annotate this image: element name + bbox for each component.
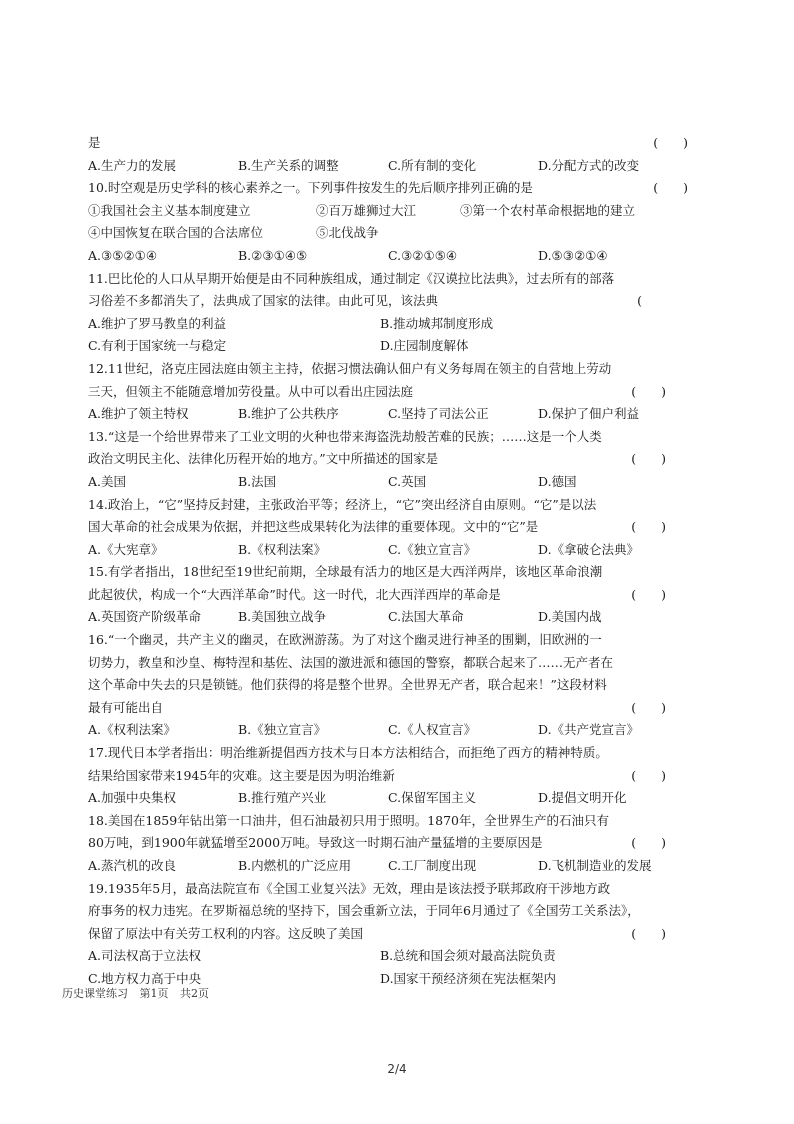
question-15-stem: 15.有学者指出，18世纪至19世纪前期，全球最有活力的地区是大西洋两岸，该地区革命浪潮	[88, 564, 603, 580]
question-15-options	[88, 606, 688, 629]
option-b: B.生产关系的调整	[238, 157, 339, 173]
question-18-options	[88, 855, 688, 878]
option-d: D.提倡文明开化	[538, 790, 627, 806]
option-a: A.生产力的发展	[88, 157, 177, 173]
option-b: B.《独立宣言》	[238, 722, 327, 738]
answer-bracket: ( )	[631, 519, 666, 535]
option-a: A.加强中央集权	[88, 790, 177, 806]
option-b: B.内燃机的广泛应用	[238, 858, 352, 873]
question-10-events-row1: ①我国社会主义基本制度建立 ②百万雄狮过大江 ③第一个农村革命根据地的建立	[88, 202, 636, 218]
question-19-stem: 19.1935年5月，最高法院宣布《全国工业复兴法》无效，理由是该法授予联邦政府干涉地方政	[88, 880, 611, 896]
option-d: D.保护了佃户利益	[538, 406, 640, 422]
option-c: C.有利于国家统一与稳定	[88, 338, 227, 354]
option-a: A.《大宪章》	[88, 541, 164, 557]
option-c: C.《独立宣言》	[388, 541, 477, 557]
question-9-tail	[88, 132, 688, 155]
option-d: D.《共产党宣言》	[538, 722, 640, 738]
question-11-stem-cont: 习俗差不多都消失了，法典成了国家的法律。由此可见，该法典 (	[88, 290, 688, 313]
question-13-stem-cont: 政治文明民主化、法律化历程开始的地方。”文中所描述的国家是 ( )	[88, 448, 688, 471]
answer-bracket: ( )	[653, 180, 688, 196]
option-a: A.维护了罗马教皇的利益	[88, 315, 227, 331]
question-17-stem: 17.现代日本学者指出：明治维新提倡西方技术与日本方法相结合，而拒绝了西方的精神特质。	[88, 745, 608, 761]
question-19-stem-cont: 保留了原法中有关劳工权利的内容。这反映了美国 ( )	[88, 923, 688, 946]
option-b: B.②③①④⑤	[238, 247, 308, 263]
question-18-stem: 18.美国在1859年钻出第一口油井，但石油最初只用于照明。1870年，全世界生产的石油只有	[88, 812, 610, 828]
question-16-stem-cont: 切势力，教皇和沙皇、梅特涅和基佐、法国的激进派和德国的警察，都联合起来了……无产者在	[88, 654, 614, 670]
question-14-options	[88, 539, 688, 562]
option-c: C.法国大革命	[388, 609, 464, 625]
option-d: D.飞机制造业的发展	[538, 858, 652, 873]
option-d: D.⑤③②①④	[538, 247, 608, 263]
option-a: A.③⑤②①④	[88, 247, 158, 263]
question-10-options	[88, 245, 688, 268]
option-a: A.《权利法案》	[88, 722, 177, 738]
answer-bracket: ( )	[631, 451, 666, 467]
question-13-stem: 13.“这是一个给世界带来了工业文明的火种也带来海盗洗劫般苦难的民族；……这是一个人类	[88, 428, 602, 444]
option-d: D.庄园制度解体	[380, 338, 469, 354]
question-list	[88, 132, 688, 991]
question-16-options	[88, 719, 688, 742]
question-10-events-row2: ④中国恢复在联合国的合法席位 ⑤北伐战争	[88, 225, 379, 241]
question-16-stem-cont: 最有可能出自 ( )	[88, 697, 688, 720]
question-15-stem-cont: 此起彼伏，构成一个“大西洋革命”时代。这一时代，北大西洋西岸的革命是 ( )	[88, 584, 688, 607]
question-19-options-row1	[88, 945, 688, 968]
question-16-stem-cont: 这个革命中失去的只是锁链。他们获得的将是整个世界。全世界无产者，联合起来！”这段材料	[88, 677, 607, 693]
answer-bracket: ( )	[631, 925, 666, 941]
question-14-stem: 14.政治上，“它”坚持反封建，主张政治平等；经济上，“它”突出经济自由原则。“它”是以法	[88, 496, 597, 512]
option-b: B.总统和国会须对最高法院负责	[380, 948, 556, 964]
question-12-stem: 12.11世纪，洛克庄园法庭由领主主持，依据习惯法确认佃户有义务每周在领主的自营地上劳动	[88, 360, 612, 376]
page-footer	[62, 985, 217, 1001]
answer-bracket: ( )	[631, 383, 666, 399]
answer-bracket: ( )	[631, 835, 666, 851]
option-a: A.蒸汽机的改良	[88, 858, 177, 873]
answer-bracket: ( )	[631, 767, 666, 783]
option-a: A.英国资产阶级革命	[88, 609, 202, 625]
answer-bracket: ( )	[653, 135, 688, 150]
answer-bracket: ( )	[631, 699, 666, 715]
option-c: C.保留军国主义	[388, 790, 477, 806]
option-a: A.司法权高于立法权	[88, 948, 202, 964]
question-19-stem-cont: 府事务的权力违宪。在罗斯福总统的坚持下，国会重新立法，于同年6月通过了《全国劳工关系法》，	[88, 903, 640, 919]
question-12-stem-cont: 三天，但领主不能随意增加劳役量。从中可以看出庄园法庭 ( )	[88, 381, 688, 404]
option-c: C.工厂制度出现	[388, 858, 477, 873]
option-b: B.法国	[238, 473, 277, 489]
answer-bracket: (	[637, 293, 642, 309]
option-c: C.③②①⑤④	[388, 247, 458, 263]
question-13-options	[88, 471, 688, 494]
question-18-stem-cont: 80万吨，到1900年就猛增至2000万吨。导致这一时期石油产量猛增的主要原因是 ( )	[88, 832, 688, 855]
question-10-stem: 10.时空观是历史学科的核心素养之一。下列事件按发生的先后顺序排列正确的是 ( )	[88, 177, 688, 200]
question-11-options-row2	[88, 335, 688, 358]
question-12-options	[88, 403, 688, 426]
option-a: A.美国	[88, 473, 127, 489]
question-9-options	[88, 155, 688, 178]
page-indicator: 2/4	[387, 1062, 407, 1076]
lead-in-text: 是	[88, 135, 101, 150]
question-11-options-row1	[88, 313, 688, 336]
option-c: C.坚持了司法公正	[388, 406, 489, 422]
question-17-stem-cont: 结果给国家带来1945年的灾难。这主要是因为明治维新 ( )	[88, 765, 688, 788]
option-d: D.国家干预经济须在宪法框架内	[380, 970, 557, 986]
question-16-stem: 16.“一个幽灵，共产主义的幽灵，在欧洲游荡。为了对这个幽灵进行神圣的围剿，旧欧洲的一	[88, 632, 602, 648]
question-17-options	[88, 787, 688, 810]
question-11-stem: 11.巴比伦的人口从早期开始便是由不同种族组成，通过制定《汉谟拉比法典》，过去所有的部落	[88, 270, 615, 286]
option-d: D.德国	[538, 473, 577, 489]
answer-bracket: ( )	[631, 586, 666, 602]
footer-subject: 历史课堂练习	[62, 987, 128, 1000]
option-b: B.美国独立战争	[238, 609, 327, 625]
option-c: C.《人权宣言》	[388, 722, 477, 738]
option-b: B.推行殖产兴业	[238, 790, 327, 806]
option-b: B.《权利法案》	[238, 541, 327, 557]
option-c: C.地方权力高于中央	[88, 970, 202, 986]
option-c: C.所有制的变化	[388, 157, 477, 173]
footer-total: 共2页	[180, 987, 209, 1000]
option-d: D.分配方式的改变	[538, 157, 640, 173]
option-d: D.美国内战	[538, 609, 602, 625]
option-b: B.推动城邦制度形成	[380, 315, 494, 331]
footer-page: 第1页	[139, 987, 169, 1000]
question-14-stem-cont: 国大革命的社会成果为依据，并把这些成果转化为法律的重要体现。文中的“它”是 ( )	[88, 516, 688, 539]
option-c: C.英国	[388, 473, 427, 489]
option-d: D.《拿破仑法典》	[538, 541, 640, 557]
option-b: B.维护了公共秩序	[238, 406, 339, 422]
option-a: A.维护了领主特权	[88, 406, 189, 422]
